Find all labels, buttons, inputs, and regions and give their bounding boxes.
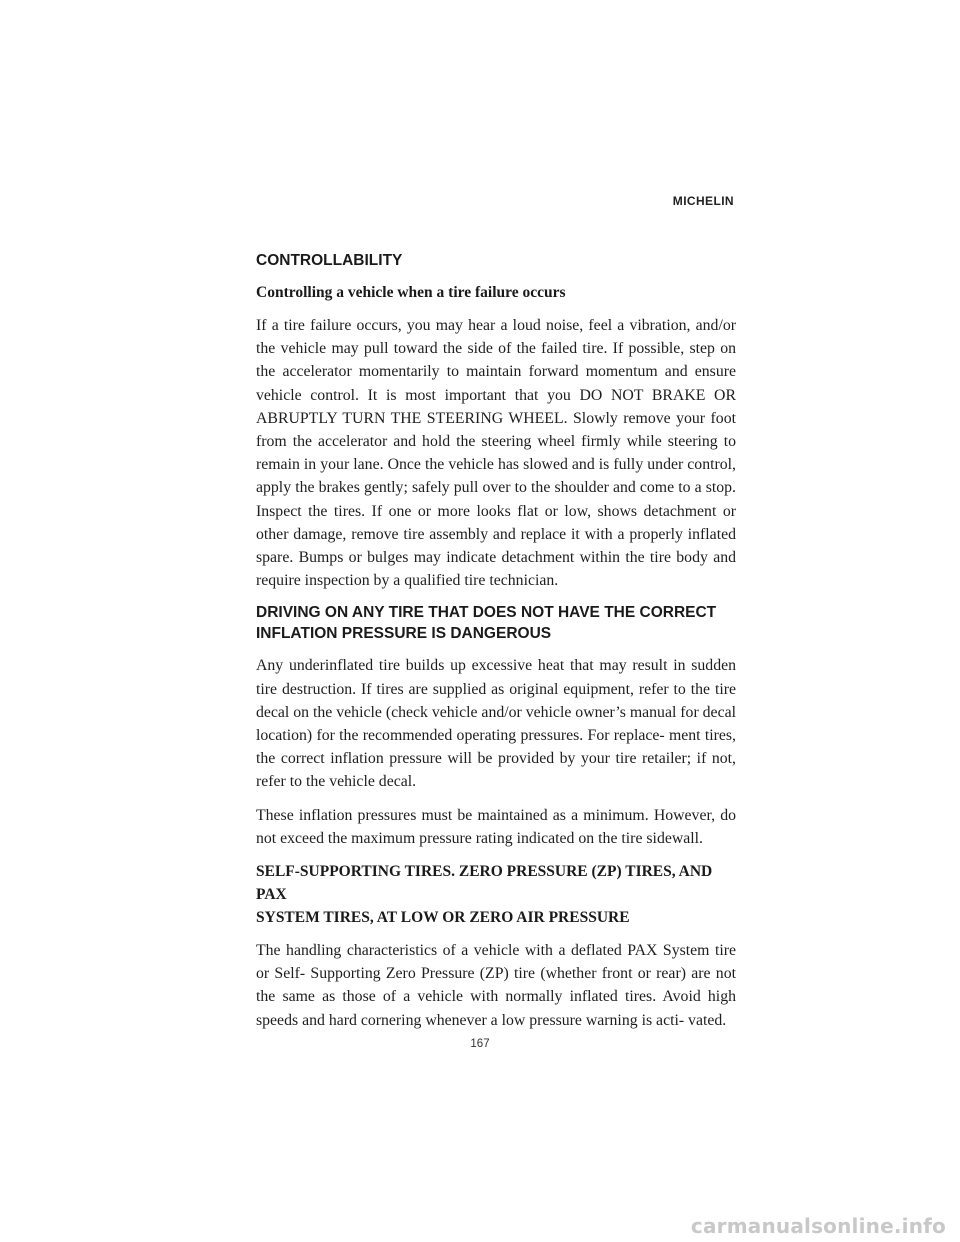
running-head: MICHELIN (672, 194, 734, 208)
paragraph-tire-failure: If a tire failure occurs, you may hear a loud noise, feel a vibration, and/or the vehicle may pull toward the side of the failed tire. If possible, step on the accelerator momentarily to maintain forward momentum and ensure vehicle control. It is most important that you DO NOT BRAKE OR ABRUPTLY TURN THE STEERING WHEEL. Slowly remove your foot from the accelerator and hold the steering wheel firmly while steering to remain in your lane. Once the vehicle has slowed and is fully under control, apply the brakes gently; safely pull over to the shoulder and come to a stop. Inspect the tires. If one or more looks flat or low, shows detachment or other damage, remove tire assembly and replace it with a properly inflated spare. Bumps or bulges may indicate detachment within the tire body and require inspection by a qualified tire technician. (256, 317, 736, 590)
subheading-self-supporting (256, 860, 736, 929)
watermark: carmanualsonline.info (690, 1214, 946, 1238)
page-content (256, 250, 736, 1042)
paragraph-underinflated: Any underinflated tire builds up excessive heat that may result in sudden tire destruction. If tires are supplied as original equipment, refer to the tire decal on the vehicle (check vehicle and/or vehicle owner’s manual for decal location) for the recommended operating pressures. For replace- ment tires, the correct inflation pressure will be provided by your tire retailer; if not, refer to the vehicle decal. (256, 657, 736, 791)
subheading-tire-failure: Controlling a vehicle when a tire failure occurs (256, 284, 566, 301)
paragraph-handling: The handling characteristics of a vehicle with a deflated PAX System tire or Self- Supporting Zero Pressure (ZP) tire (whether front or rear) are not the same as those of a vehicle with normally inflated tires. Avoid high speeds and hard cornering whenever a low pressure warning is acti- vated. (256, 942, 736, 1029)
paragraph-minimum-pressure: These inflation pressures must be maintained as a minimum. However, do not exceed the maximum pressure rating indicated on the tire sidewall. (256, 806, 736, 847)
heading-line: SELF-SUPPORTING TIRES. ZERO PRESSURE (ZP) TIRES, AND PAX (256, 863, 713, 904)
page-number: 167 (470, 1038, 490, 1050)
section-heading-controllability: CONTROLLABILITY (256, 252, 403, 269)
heading-line: DRIVING ON ANY TIRE THAT DOES NOT HAVE THE CORRECT (256, 604, 717, 622)
section-heading-inflation (256, 602, 736, 644)
heading-line: SYSTEM TIRES, AT LOW OR ZERO AIR PRESSURE (256, 909, 630, 927)
heading-line: INFLATION PRESSURE IS DANGEROUS (256, 625, 552, 643)
